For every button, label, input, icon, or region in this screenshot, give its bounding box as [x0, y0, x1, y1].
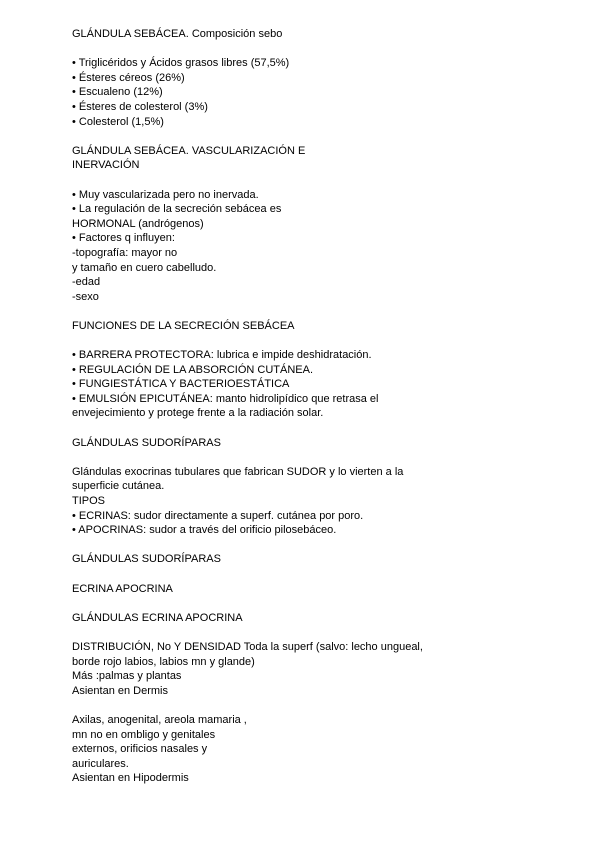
- section: [72, 436, 572, 538]
- text-line: Asientan en Dermis: [72, 684, 168, 697]
- text-line: • REGULACIÓN DE LA ABSORCIÓN CUTÁNEA.: [72, 363, 314, 376]
- spacer: [72, 173, 572, 188]
- text-line: • Ésteres de colesterol (3%): [72, 100, 208, 113]
- spacer: [72, 698, 572, 713]
- text-line: externos, orificios nasales y: [72, 743, 208, 756]
- text-line: • EMULSIÓN EPICUTÁNEA: manto hidrolipídico que retrasa el: [72, 392, 379, 405]
- spacer: [72, 304, 572, 319]
- spacer: [72, 567, 572, 582]
- text-line: DISTRIBUCIÓN, No Y DENSIDAD Toda la superf (salvo: lecho ungueal,: [72, 640, 423, 653]
- text-line: • Colesterol (1,5%): [72, 115, 164, 128]
- text-line: -sexo: [72, 290, 99, 303]
- spacer: [72, 450, 572, 465]
- text-line: borde rojo labios, labios mn y glande): [72, 655, 255, 668]
- text-line: • Triglicéridos y Ácidos grasos libres (57,5%): [72, 57, 290, 70]
- spacer: [72, 42, 572, 57]
- text-line: -edad: [72, 276, 101, 289]
- section-heading: GLÁNDULAS ECRINA APOCRINA: [72, 611, 243, 624]
- text-line: Glándulas exocrinas tubulares que fabrican SUDOR y lo vierten a la: [72, 465, 404, 478]
- text-line: • BARRERA PROTECTORA: lubrica e impide deshidratación.: [72, 349, 372, 362]
- text-line: superficie cutánea.: [72, 480, 165, 493]
- section: [72, 27, 572, 129]
- spacer: [72, 596, 572, 611]
- section: [72, 319, 572, 421]
- section-heading: ECRINA APOCRINA: [72, 582, 173, 595]
- text-line: Axilas, anogenital, areola mamaria ,: [72, 713, 247, 726]
- section-heading: GLÁNDULA SEBÁCEA. Composición sebo: [72, 28, 283, 40]
- text-line: mn no en ombligo y genitales: [72, 728, 216, 741]
- spacer: [72, 625, 572, 640]
- spacer: [72, 421, 572, 436]
- section-heading: GLÁNDULAS SUDORÍPARAS: [72, 553, 221, 566]
- text-line: • Factores q influyen:: [72, 232, 175, 245]
- section: [72, 552, 572, 567]
- text-line: HORMONAL (andrógenos): [72, 217, 204, 230]
- text-line: y tamaño en cuero cabelludo.: [72, 261, 217, 274]
- section: [72, 713, 572, 786]
- section-heading: FUNCIONES DE LA SECRECIÓN SEBÁCEA: [72, 319, 295, 332]
- section: [72, 144, 572, 305]
- text-line: • APOCRINAS: sudor a través del orificio pilosebáceo.: [72, 524, 337, 537]
- text-line: envejecimiento y protege frente a la radiación solar.: [72, 407, 324, 420]
- section: [72, 611, 572, 699]
- text-line: -topografía: mayor no: [72, 246, 178, 259]
- spacer: [72, 129, 572, 144]
- spacer: [72, 538, 572, 553]
- text-line: • Muy vascularizada pero no inervada.: [72, 188, 259, 201]
- text-line: • FUNGIESTÁTICA Y BACTERIOESTÁTICA: [72, 378, 290, 391]
- text-line: auriculares.: [72, 757, 129, 770]
- section: [72, 582, 572, 597]
- text-line: • ECRINAS: sudor directamente a superf. cutánea por poro.: [72, 509, 364, 522]
- section-heading: GLÁNDULA SEBÁCEA. VASCULARIZACIÓN E: [72, 144, 306, 157]
- spacer: [72, 333, 572, 348]
- text-line: • La regulación de la secreción sebácea es: [72, 203, 282, 216]
- section-heading: GLÁNDULAS SUDORÍPARAS: [72, 436, 221, 449]
- text-line: TIPOS: [72, 495, 106, 507]
- text-line: • Escualeno (12%): [72, 86, 163, 99]
- text-line: Más :palmas y plantas: [72, 670, 182, 683]
- section-heading: INERVACIÓN: [72, 159, 140, 172]
- document-page: [72, 27, 572, 786]
- text-line: • Ésteres céreos (26%): [72, 71, 185, 84]
- text-line: Asientan en Hipodermis: [72, 772, 189, 785]
